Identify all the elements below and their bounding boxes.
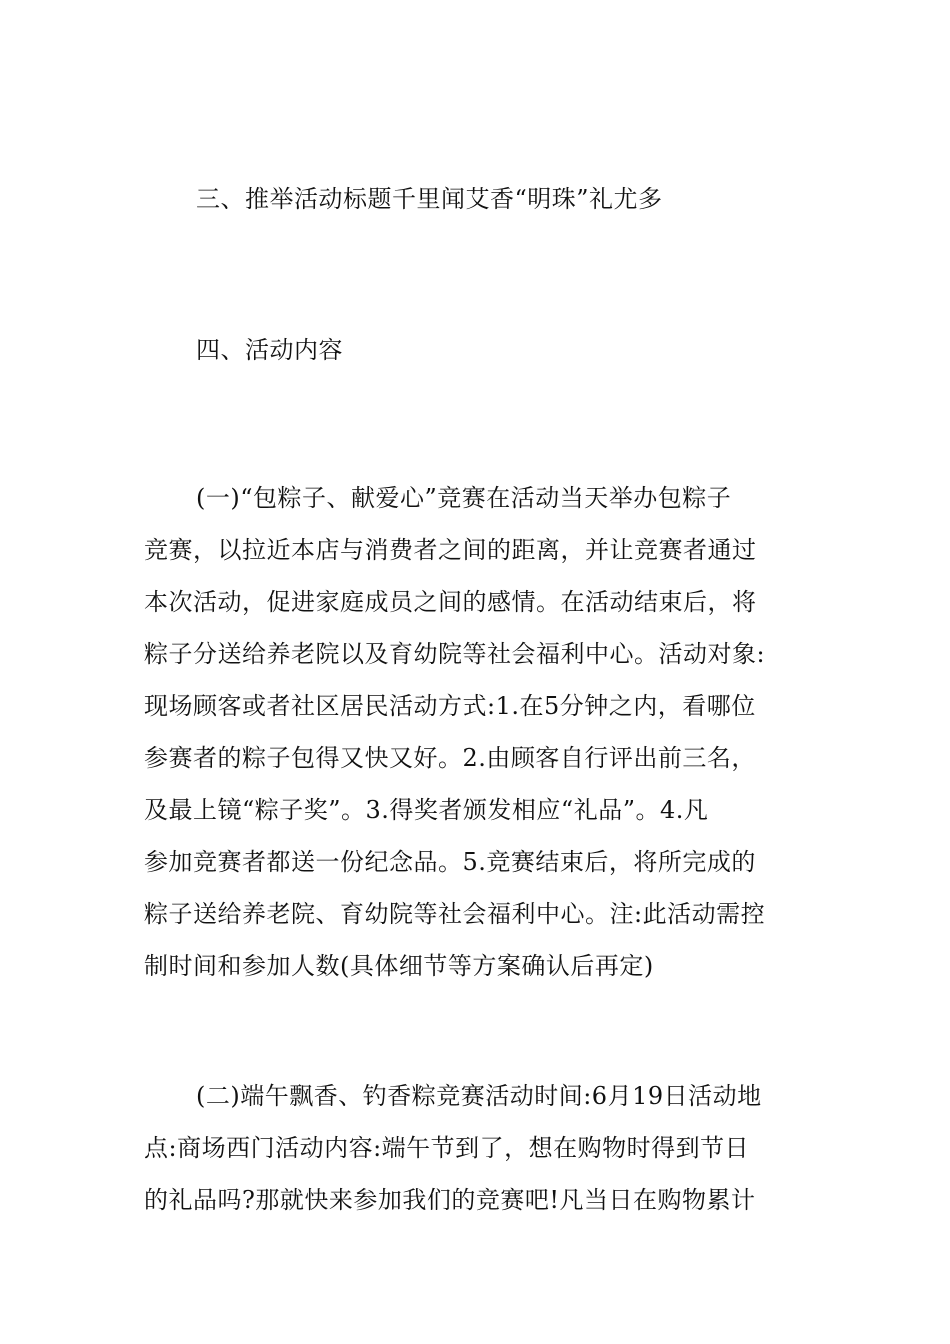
paragraph-line: 现场顾客或者社区居民活动方式:1.在5分钟之内，看哪位: [144, 692, 756, 720]
paragraph-line: (二)端午飘香、钓香粽竞赛活动时间:6月19日活动地: [196, 1082, 762, 1110]
paragraph-line: 粽子分送给养老院以及育幼院等社会福利中心。活动对象:: [144, 640, 766, 668]
paragraph-line: 及最上镜“粽子奖”。3.得奖者颁发相应“礼品”。4.凡: [144, 796, 709, 824]
paragraph-line: 本次活动，促进家庭成员之间的感情。在活动结束后，将: [144, 588, 757, 616]
paragraph-line: 竞赛，以拉近本店与消费者之间的距离，并让竞赛者通过: [144, 536, 757, 564]
section-heading-3: 三、推举活动标题千里闻艾香“明珠”礼尤多: [196, 185, 663, 213]
paragraph-line: 参加竞赛者都送一份纪念品。5.竞赛结束后，将所完成的: [144, 848, 756, 876]
paragraph-line: 参赛者的粽子包得又快又好。2.由顾客自行评出前三名，: [144, 744, 756, 772]
paragraph-line: 制时间和参加人数(具体细节等方案确认后再定): [144, 952, 654, 980]
paragraph-line: 粽子送给养老院、育幼院等社会福利中心。注:此活动需控: [144, 900, 766, 928]
paragraph-line: 点:商场西门活动内容:端午节到了，想在购物时得到节日: [144, 1134, 750, 1162]
section-heading-4: 四、活动内容: [196, 336, 343, 364]
paragraph-line: (一)“包粽子、献爱心”竞赛在活动当天举办包粽子: [196, 484, 732, 512]
paragraph-line: 的礼品吗?那就快来参加我们的竞赛吧!凡当日在购物累计: [144, 1186, 756, 1214]
